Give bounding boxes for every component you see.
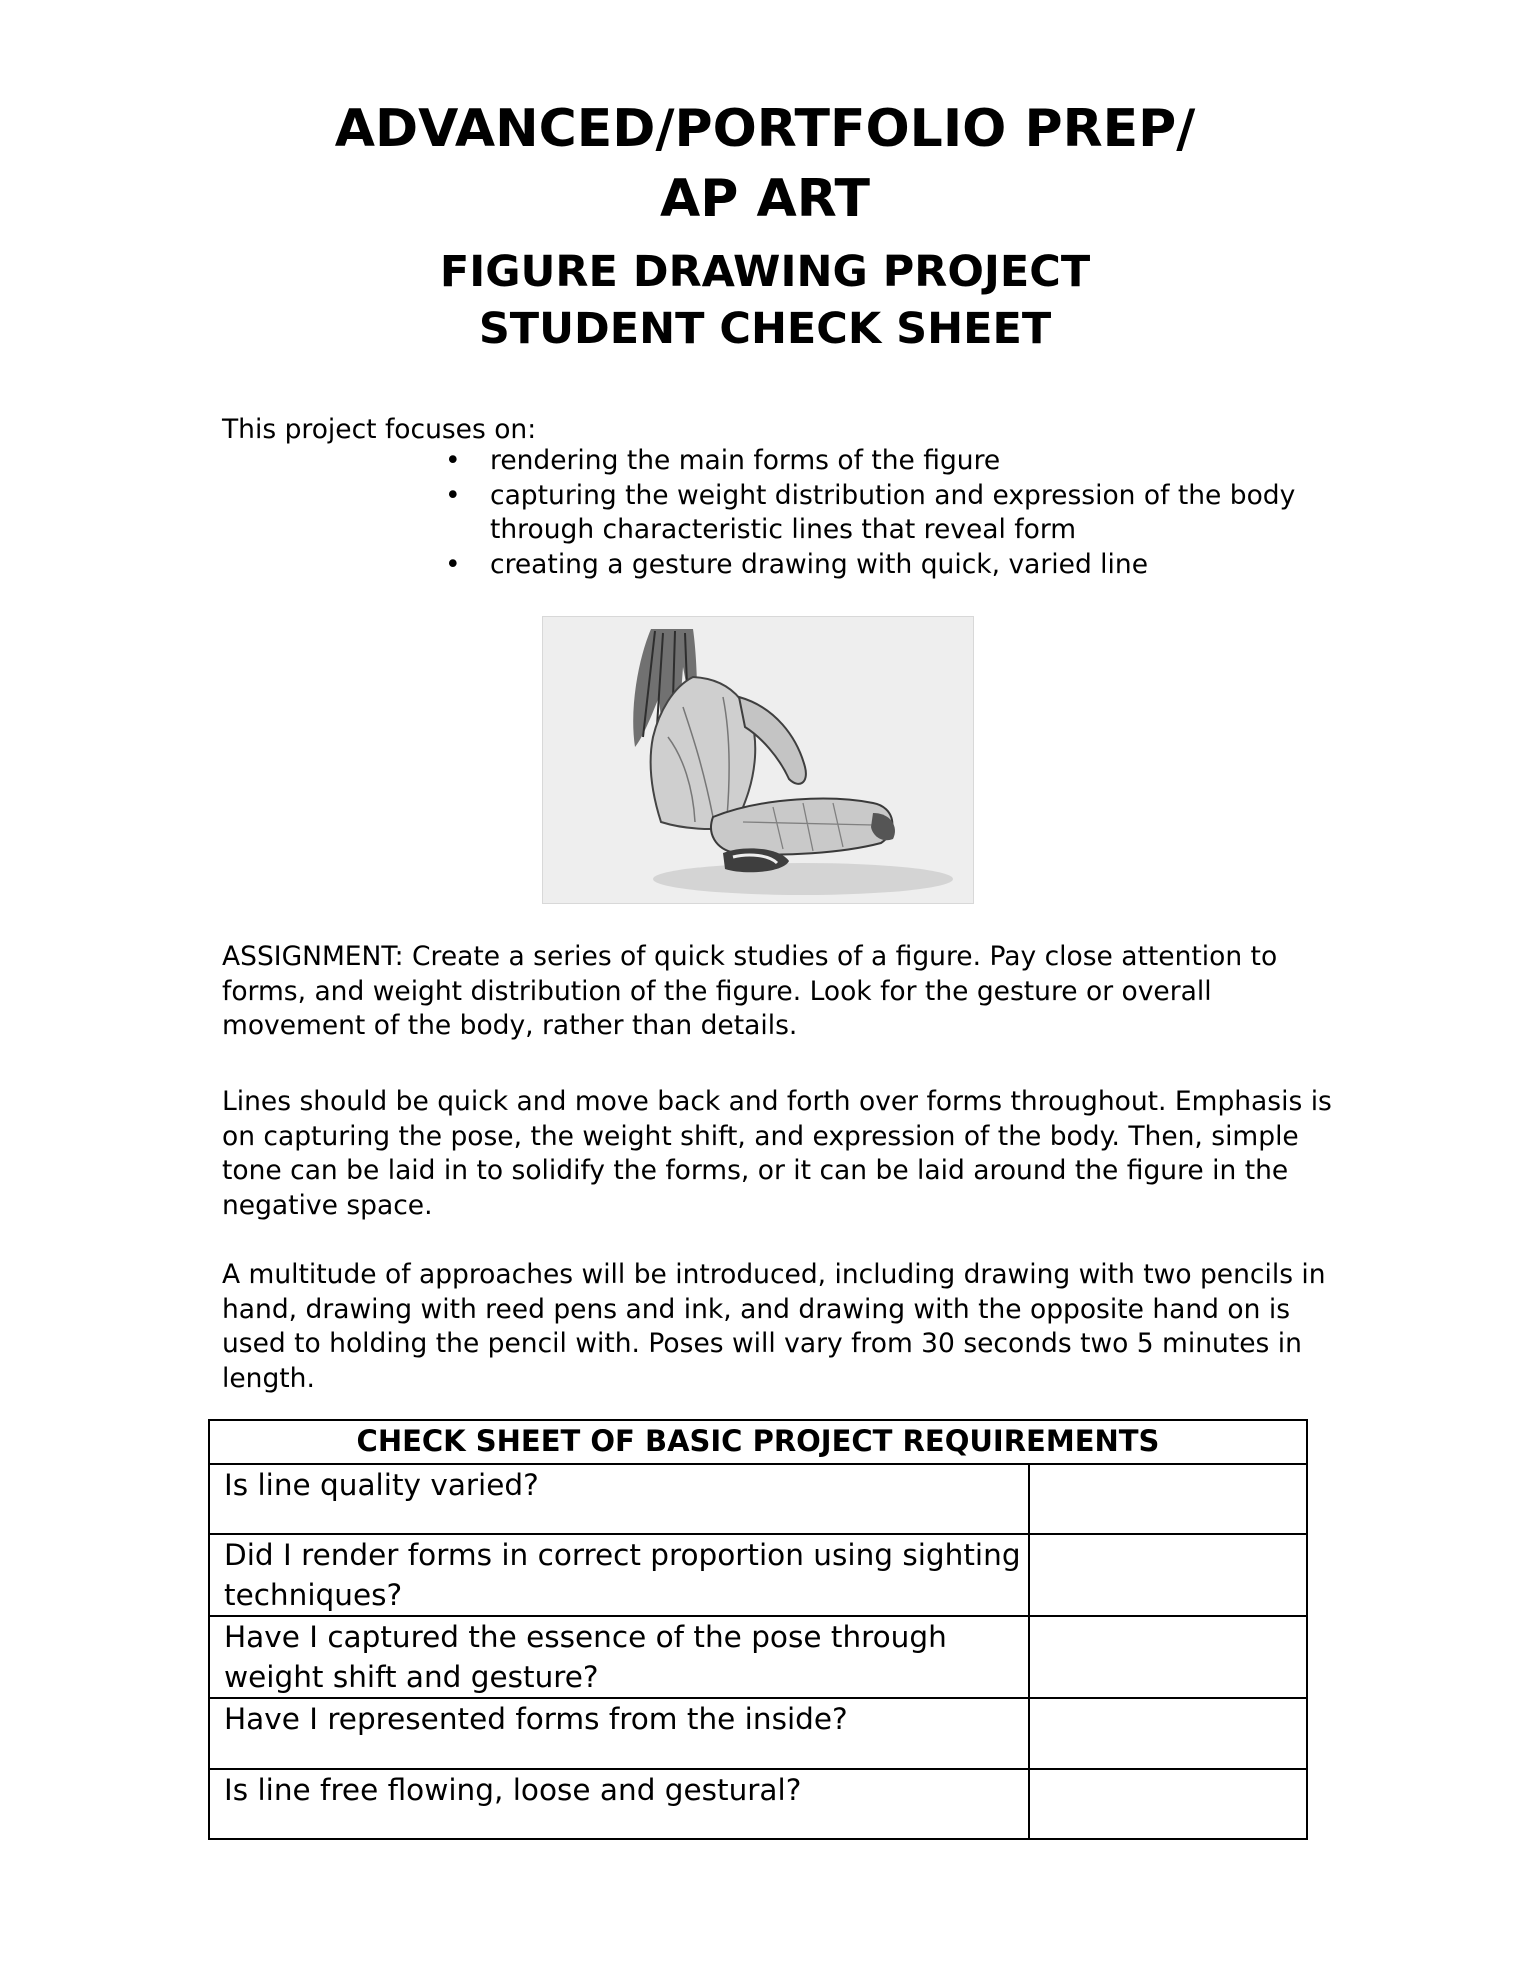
checklist-answer-box[interactable] — [1029, 1616, 1307, 1698]
bullet-icon: • — [445, 548, 461, 580]
figure-drawing-image — [542, 616, 974, 904]
figure-drawing-illustration — [543, 617, 973, 903]
checklist-header-row — [209, 1420, 1307, 1464]
checklist-question: Did I render forms in correct proportion using sighting techniques? — [209, 1534, 1029, 1616]
title-line-2: AP ART — [660, 169, 870, 229]
checklist-row — [209, 1769, 1307, 1839]
focus-item-text: creating a gesture drawing with quick, varied line — [490, 548, 1149, 580]
checklist-question: Have I captured the essence of the pose through weight shift and gesture? — [209, 1616, 1029, 1698]
checklist-answer-box[interactable] — [1029, 1464, 1307, 1534]
focus-item-text: capturing the weight distribution and expression of the body through characteristic lines that reveal form — [490, 479, 1296, 545]
lines-paragraph: Lines should be quick and move back and forth over forms throughout. Emphasis is on capturing the pose, the weight shift, and expression of the body. Then, simple tone can be laid in to solidify the forms, or it can be laid around the figure in the negative space. — [222, 1086, 1332, 1221]
focus-item — [443, 479, 1323, 548]
checklist-answer-box[interactable] — [1029, 1534, 1307, 1616]
bullet-icon: • — [445, 479, 461, 511]
checklist-question: Have I represented forms from the inside? — [209, 1698, 1029, 1769]
focus-list — [443, 444, 1323, 582]
focus-item-text: rendering the main forms of the figure — [490, 445, 1001, 476]
subtitle-line-2: STUDENT CHECK SHEET — [478, 304, 1052, 354]
approaches-paragraph: A multitude of approaches will be introduced, including drawing with two pencils in hand, drawing with reed pens and ink, and drawing with the opposite hand on is used to holding the pencil with. Poses will vary from 30 seconds two 5 minutes in length. — [222, 1259, 1326, 1394]
checklist-table — [208, 1419, 1308, 1840]
title-line-1: ADVANCED/PORTFOLIO PREP/ — [334, 99, 1196, 159]
bullet-icon: • — [445, 445, 461, 476]
checklist-question: Is line free flowing, loose and gestural? — [209, 1769, 1029, 1839]
checklist-header: CHECK SHEET OF BASIC PROJECT REQUIREMENTS — [209, 1420, 1307, 1464]
checklist-answer-box[interactable] — [1029, 1769, 1307, 1839]
assignment-paragraph: ASSIGNMENT: Create a series of quick studies of a figure. Pay close attention to forms, and weight distribution of the figure. Look for the gesture or overall movement of the body, rather than details. — [222, 941, 1278, 1041]
checklist-answer-box[interactable] — [1029, 1698, 1307, 1769]
focus-intro: This project focuses on: — [222, 414, 537, 445]
focus-item — [443, 548, 1323, 583]
checklist-row — [209, 1534, 1307, 1616]
subtitle-line-1: FIGURE DRAWING PROJECT — [439, 247, 1091, 297]
checklist-question: Is line quality varied? — [209, 1464, 1029, 1534]
checklist-row — [209, 1616, 1307, 1698]
focus-item — [443, 444, 1323, 479]
checklist-row — [209, 1464, 1307, 1534]
checklist-row — [209, 1698, 1307, 1769]
